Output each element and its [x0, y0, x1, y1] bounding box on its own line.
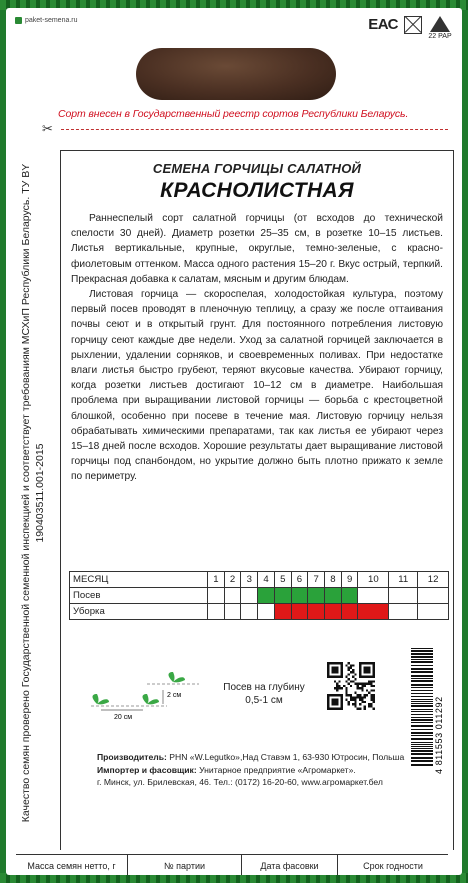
- schedule-header-label: МЕСЯЦ: [70, 572, 208, 588]
- packing-date-field: Дата фасовки: [242, 855, 338, 875]
- schedule-cell: [274, 588, 291, 604]
- net-weight-field: Масса семян нетто, г: [16, 855, 128, 875]
- product-title: КРАСНОЛИСТНАЯ: [160, 179, 354, 202]
- schedule-cell: [418, 604, 449, 620]
- schedule-cell: [325, 588, 342, 604]
- sowing-depth-label: Посев на глубину: [223, 682, 305, 693]
- seedling-icon: [93, 694, 110, 704]
- seedling-icon: [169, 672, 186, 682]
- recycle-label: [428, 33, 451, 40]
- schedule-cell: [241, 604, 258, 620]
- schedule-cell: [241, 588, 258, 604]
- schedule-cell: [341, 604, 358, 620]
- month-cell: 7: [308, 572, 325, 588]
- sowing-schedule-table: [69, 571, 449, 620]
- batch-number-field: № партии: [128, 855, 242, 875]
- importer-label: Импортер и фасовщик:: [97, 764, 197, 775]
- plant-spacing-label: 2 см: [167, 692, 182, 699]
- month-cell: 12: [418, 572, 449, 588]
- sowing-depth-value: 0,5-1 см: [245, 695, 283, 706]
- importer-text: Унитарное предприятие «Агромаркет».: [196, 764, 356, 775]
- month-cell: 2: [224, 572, 241, 588]
- site-url-text: paket-semena.ru: [25, 17, 78, 24]
- side-quality-text: Качество семян проверено Государственной семенной инспекцией и соответствует требованиям МСХиП Республики Беларусь. ТУ BY 190403511.001-2015: [20, 163, 46, 823]
- barcode-bars: [411, 648, 433, 766]
- side-text-area: [6, 148, 60, 838]
- eac-mark: ЕАС: [368, 16, 398, 33]
- schedule-row-harvest: [70, 604, 449, 620]
- schedule-cell: [308, 588, 325, 604]
- recycle-number: 22: [428, 33, 437, 40]
- month-cell: 10: [358, 572, 389, 588]
- schedule-cell: [358, 604, 389, 620]
- schedule-cell: [258, 604, 275, 620]
- schedule-cell: [274, 604, 291, 620]
- packet-back: [6, 8, 462, 875]
- qr-code[interactable]: [327, 662, 375, 710]
- month-cell: 4: [258, 572, 275, 588]
- month-cell: 8: [325, 572, 342, 588]
- packing-info-footer: [16, 854, 448, 875]
- schedule-cell: [389, 588, 418, 604]
- registry-note: Сорт внесен в Государственный реестр сортов Республики Беларусь.: [58, 108, 409, 120]
- expiry-date-field: Срок годности: [363, 860, 423, 871]
- producer-text: PHN «W.Legutko»,Над Ставэм 1, 63-930 Ютросин, Польша: [166, 752, 405, 762]
- recycle-code: PAP: [438, 33, 452, 40]
- product-subtitle: СЕМЕНА ГОРЧИЦЫ САЛАТНОЙ: [152, 161, 362, 176]
- schedule-cell: [224, 604, 241, 620]
- cut-line: [61, 129, 448, 130]
- schedule-cell: [208, 604, 225, 620]
- hanging-slot: [136, 48, 336, 100]
- importer-address: г. Минск, ул. Брилевская, 46. Тел.: (0172) 16-20-60, www.агромаркет.бел: [97, 777, 383, 787]
- site-logo-icon: [15, 17, 22, 24]
- schedule-cell: [308, 604, 325, 620]
- barcode: [411, 646, 445, 776]
- schedule-cell: [389, 604, 418, 620]
- site-url[interactable]: [15, 17, 78, 24]
- row-spacing-label: 20 см: [113, 714, 133, 721]
- certification-marks: [368, 16, 452, 40]
- description-paragraph: Листовая горчица — скороспелая, холодостойкая культура, поэтому первый посев проводят в пленочную теплицу, а сразу же после оттаивания почвы сеют и в открытый грунт. Для постоянного потребления листовую горчицу сеют каждые две недели. Уход за салатной горчицей заключается в рыхлении, удалении сорняков, и своевременных поливах. При недостатке влаги листья быстро грубеют, теряют вкусовые качества. Убирают горчицу, когда розетки листьев достигают 10–12 см в диаметре. Наибольшая проблема при выращивании листовой горчицы — борьба с крестоцветной блошкой, особенно при посеве в течение мая. Листовую горчицу нельзя обрабатывать химическими препаратами, так как листья ее убирают через 15–18 дней после всходов. Хорошие результаты дает выращивание листовой горчицы под спанбондом, но укрытие должно быть плотно прижато к земле по периметру.: [71, 289, 443, 483]
- schedule-cell: [224, 588, 241, 604]
- schedule-cell: [258, 588, 275, 604]
- month-cell: 3: [241, 572, 258, 588]
- seedling-icon: [143, 694, 160, 704]
- schedule-row-label: Посев: [70, 588, 208, 604]
- month-cell: 9: [341, 572, 358, 588]
- schedule-cell: [358, 588, 389, 604]
- month-cell: 6: [291, 572, 308, 588]
- producer-line: [97, 751, 409, 764]
- schedule-row-label: Уборка: [70, 604, 208, 620]
- schedule-cell: [208, 588, 225, 604]
- sowing-depth: [209, 681, 319, 707]
- recycle-triangle-icon: [430, 16, 450, 32]
- barcode-digits: 4 811553 011292: [434, 696, 444, 774]
- no-bin-icon: [404, 16, 422, 34]
- producer-label: Производитель:: [97, 752, 167, 762]
- importer-line: [97, 764, 409, 777]
- scissors-icon: ✂: [42, 121, 53, 136]
- schedule-cell: [418, 588, 449, 604]
- month-cell: 5: [274, 572, 291, 588]
- recycle-mark: [428, 16, 452, 40]
- schedule-row-sowing: [70, 588, 449, 604]
- schedule-cell: [291, 588, 308, 604]
- schedule-cell: [291, 604, 308, 620]
- month-cell: 11: [389, 572, 418, 588]
- description: [71, 211, 443, 485]
- planting-scheme-diagram: [87, 664, 207, 722]
- month-cell: 1: [208, 572, 225, 588]
- schedule-cell: [325, 604, 342, 620]
- info-panel: [60, 150, 454, 850]
- schedule-cell: [341, 588, 358, 604]
- producer-info: [97, 751, 409, 789]
- description-paragraph: Раннеспелый сорт салатной горчицы (от всходов до технической спелости 30 дней). Диаметр розетки 25–35 см, в розетке 10–15 листьев. Листья вертикальные, крупные, округлые, темно-зеленые, с красно-фиолетовым оттенком. Масса одного растения 15–20 г. Вкус острый, терпкий. Прекрасная добавка к салатам, мясным и другим блюдам.: [71, 213, 443, 285]
- schedule-header-row: [70, 572, 449, 588]
